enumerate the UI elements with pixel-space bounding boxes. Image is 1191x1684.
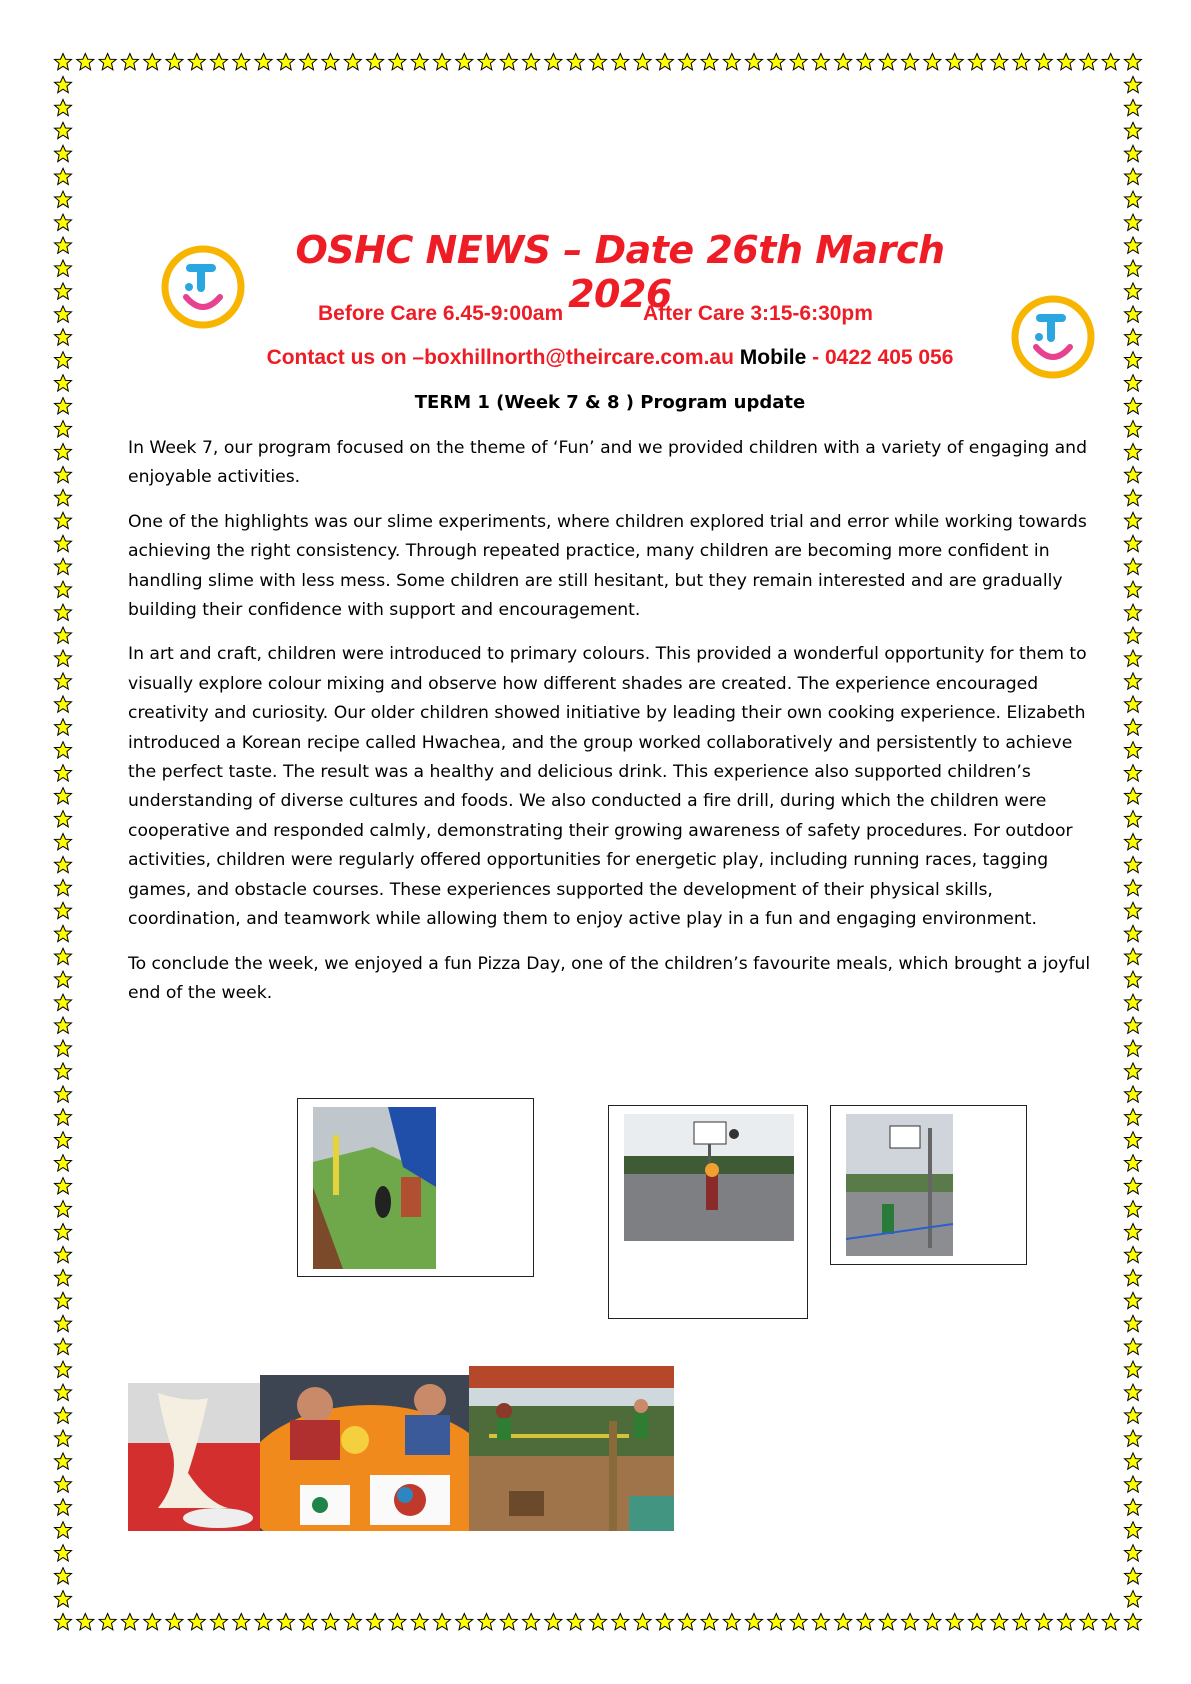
border-star-icon: [55, 1430, 72, 1446]
border-star-icon: [1125, 650, 1142, 666]
border-star-icon: [1125, 535, 1142, 551]
border-star-icon: [1125, 1109, 1142, 1125]
border-star-icon: [55, 1476, 72, 1492]
border-star-icon: [1125, 1246, 1142, 1262]
newsletter-title: OSHC NEWS – Date 26th March 2026: [295, 228, 945, 316]
photo-frame-basketball-1: [608, 1105, 808, 1319]
border-star-icon: [701, 54, 718, 70]
border-star-icon: [946, 1614, 963, 1630]
border-star-icon: [55, 1361, 72, 1377]
border-star-icon: [55, 260, 72, 276]
border-star-icon: [55, 719, 72, 735]
border-star-icon: [1125, 811, 1142, 827]
border-star-icon: [1125, 1384, 1142, 1400]
border-star-icon: [567, 1614, 584, 1630]
border-star-icon: [500, 54, 517, 70]
border-star-icon: [55, 673, 72, 689]
border-star-icon: [1125, 856, 1142, 872]
border-star-icon: [55, 466, 72, 482]
border-star-icon: [55, 76, 72, 92]
border-star-icon: [55, 99, 72, 115]
border-star-icon: [55, 1384, 72, 1400]
border-star-icon: [1125, 191, 1142, 207]
border-star-icon: [188, 54, 205, 70]
border-star-icon: [1125, 260, 1142, 276]
border-star-icon: [55, 535, 72, 551]
border-star-icon: [1125, 994, 1142, 1010]
border-star-icon: [255, 54, 272, 70]
border-star-icon: [55, 879, 72, 895]
border-star-icon: [812, 54, 829, 70]
border-star-icon: [55, 788, 72, 804]
border-star-icon: [857, 54, 874, 70]
border-star-icon: [946, 54, 963, 70]
border-star-icon: [1125, 1453, 1142, 1469]
border-star-icon: [879, 1614, 896, 1630]
border-star-icon: [55, 627, 72, 643]
border-star-icon: [55, 1407, 72, 1423]
border-star-icon: [1125, 971, 1142, 987]
border-star-icon: [166, 54, 183, 70]
border-star-icon: [1125, 558, 1142, 574]
border-star-icon: [55, 352, 72, 368]
paragraph-conclusion: To conclude the week, we enjoyed a fun Pizza Day, one of the children’s favourite meals, which brought a joyful end of the week.: [128, 953, 1091, 1003]
border-star-icon: [55, 168, 72, 184]
border-star-icon: [1125, 673, 1142, 689]
before-care-hours: Before Care 6.45-9:00am: [318, 302, 564, 325]
border-star-icon: [55, 1499, 72, 1515]
mobile-number: - 0422 405 056: [806, 346, 954, 369]
border-star-icon: [723, 54, 740, 70]
border-star-icon: [233, 54, 250, 70]
border-star-icon: [969, 1614, 986, 1630]
border-star-icon: [55, 214, 72, 230]
border-star-icon: [411, 1614, 428, 1630]
border-star-icon: [55, 1246, 72, 1262]
mobile-label: Mobile: [739, 346, 807, 369]
border-star-icon: [55, 237, 72, 253]
border-star-icon: [1125, 352, 1142, 368]
border-star-icon: [144, 1614, 161, 1630]
border-star-icon: [55, 856, 72, 872]
border-star-icon: [344, 1614, 361, 1630]
border-star-icon: [768, 1614, 785, 1630]
border-star-icon: [121, 1614, 138, 1630]
border-star-icon: [567, 54, 584, 70]
border-star-icon: [1125, 1132, 1142, 1148]
border-star-icon: [812, 1614, 829, 1630]
border-star-icon: [590, 1614, 607, 1630]
border-star-icon: [55, 1591, 72, 1607]
border-star-icon: [55, 512, 72, 528]
border-star-icon: [389, 54, 406, 70]
border-star-icon: [879, 54, 896, 70]
border-star-icon: [411, 54, 428, 70]
theircare-logo-icon: [158, 242, 248, 332]
border-star-icon: [55, 834, 72, 850]
border-star-icon: [55, 1545, 72, 1561]
basketball-hoop-photo: [846, 1114, 953, 1256]
contact-email[interactable]: boxhillnorth@theircare.com.au: [424, 346, 734, 369]
border-star-icon: [55, 54, 72, 70]
border-star-icon: [500, 1614, 517, 1630]
photo-frame-garden: [297, 1098, 534, 1277]
border-star-icon: [1125, 1224, 1142, 1240]
border-star-icon: [1058, 1614, 1075, 1630]
border-star-icon: [456, 54, 473, 70]
border-star-icon: [99, 54, 116, 70]
border-star-icon: [166, 1614, 183, 1630]
border-star-icon: [1125, 1338, 1142, 1354]
border-star-icon: [434, 1614, 451, 1630]
border-star-icon: [55, 1109, 72, 1125]
border-star-icon: [835, 54, 852, 70]
border-star-icon: [55, 811, 72, 827]
border-star-icon: [1035, 1614, 1052, 1630]
border-star-icon: [55, 306, 72, 322]
border-star-icon: [612, 1614, 629, 1630]
border-star-icon: [300, 1614, 317, 1630]
border-star-icon: [1125, 489, 1142, 505]
border-star-icon: [55, 696, 72, 712]
border-star-icon: [55, 765, 72, 781]
border-star-icon: [746, 54, 763, 70]
border-star-icon: [1125, 1155, 1142, 1171]
border-star-icon: [1125, 879, 1142, 895]
border-star-icon: [1125, 466, 1142, 482]
border-star-icon: [679, 1614, 696, 1630]
border-star-icon: [634, 1614, 651, 1630]
border-star-icon: [1125, 398, 1142, 414]
border-star-icon: [835, 1614, 852, 1630]
border-star-icon: [1058, 54, 1075, 70]
border-star-icon: [1125, 329, 1142, 345]
border-star-icon: [1102, 54, 1119, 70]
border-star-icon: [1080, 54, 1097, 70]
border-star-icon: [55, 375, 72, 391]
border-star-icon: [55, 604, 72, 620]
border-star-icon: [55, 650, 72, 666]
border-star-icon: [1125, 581, 1142, 597]
border-star-icon: [211, 1614, 228, 1630]
border-star-icon: [1125, 237, 1142, 253]
border-star-icon: [1125, 1017, 1142, 1033]
border-star-icon: [55, 1063, 72, 1079]
border-star-icon: [1125, 1499, 1142, 1515]
border-star-icon: [277, 1614, 294, 1630]
border-star-icon: [55, 581, 72, 597]
border-star-icon: [1125, 1430, 1142, 1446]
border-star-icon: [55, 971, 72, 987]
contact-line: [200, 346, 1020, 370]
border-star-icon: [55, 1338, 72, 1354]
border-star-icon: [991, 54, 1008, 70]
border-star-icon: [1125, 788, 1142, 804]
border-star-icon: [1125, 375, 1142, 391]
border-star-icon: [545, 54, 562, 70]
border-star-icon: [344, 54, 361, 70]
border-star-icon: [1125, 834, 1142, 850]
border-star-icon: [1125, 948, 1142, 964]
border-star-icon: [55, 1017, 72, 1033]
border-star-icon: [77, 1614, 94, 1630]
border-star-icon: [1125, 902, 1142, 918]
border-star-icon: [902, 1614, 919, 1630]
border-star-icon: [1125, 145, 1142, 161]
border-star-icon: [77, 54, 94, 70]
border-star-icon: [55, 283, 72, 299]
border-star-icon: [1125, 283, 1142, 299]
border-star-icon: [434, 54, 451, 70]
border-star-icon: [1125, 1614, 1142, 1630]
border-star-icon: [1125, 1201, 1142, 1217]
border-star-icon: [55, 398, 72, 414]
border-star-icon: [1125, 1568, 1142, 1584]
border-star-icon: [55, 421, 72, 437]
border-star-icon: [1080, 1614, 1097, 1630]
border-star-icon: [55, 558, 72, 574]
border-star-icon: [55, 1155, 72, 1171]
border-star-icon: [55, 1178, 72, 1194]
border-star-icon: [55, 1224, 72, 1240]
border-star-icon: [55, 1040, 72, 1056]
border-star-icon: [656, 54, 673, 70]
border-star-icon: [121, 54, 138, 70]
border-star-icon: [902, 54, 919, 70]
border-star-icon: [701, 1614, 718, 1630]
basketball-shooting-photo: [624, 1114, 794, 1241]
border-star-icon: [55, 1201, 72, 1217]
border-star-icon: [1125, 1040, 1142, 1056]
border-star-icon: [590, 54, 607, 70]
border-star-icon: [746, 1614, 763, 1630]
border-star-icon: [1125, 1292, 1142, 1308]
border-star-icon: [55, 925, 72, 941]
border-star-icon: [1013, 54, 1030, 70]
border-star-icon: [1125, 168, 1142, 184]
border-star-icon: [1125, 742, 1142, 758]
border-star-icon: [233, 1614, 250, 1630]
border-star-icon: [857, 1614, 874, 1630]
border-star-icon: [969, 54, 986, 70]
garden-play-photo: [313, 1107, 436, 1269]
border-star-icon: [55, 1269, 72, 1285]
border-star-icon: [768, 54, 785, 70]
border-star-icon: [55, 994, 72, 1010]
border-star-icon: [55, 1568, 72, 1584]
border-star-icon: [790, 1614, 807, 1630]
border-star-icon: [1125, 925, 1142, 941]
border-star-icon: [1125, 765, 1142, 781]
border-star-icon: [1013, 1614, 1030, 1630]
border-star-icon: [1125, 627, 1142, 643]
border-star-icon: [99, 1614, 116, 1630]
border-star-icon: [1125, 214, 1142, 230]
paragraph-activities: In art and craft, children were introduced to primary colours. This provided a wonderful opportunity for them to visually explore colour mixing and observe how different shades are created. The experience encouraged creativity and curiosity. Our older children showed initiative by leading their own cooking experience. Elizabeth introduced a Korean recipe called Hwachea, and the group worked collaboratively and persistently to achieve the perfect taste. The result was a healthy and delicious drink. This experience also supported children’s understanding of diverse cultures and foods. We also conducted a fire drill, during which the children were cooperative and responded calmly, demonstrating their growing awareness of safety procedures. For outdoor activities, children were regularly offered opportunities for energetic play, including running races, tagging games, and obstacle courses. These experiences supported the development of their physical skills, coordination, and teamwork while allowing them to enjoy active play in a fun and engaging environment.: [128, 644, 1087, 930]
border-star-icon: [456, 1614, 473, 1630]
border-star-icon: [55, 1522, 72, 1538]
border-star-icon: [1125, 696, 1142, 712]
border-star-icon: [389, 1614, 406, 1630]
border-star-icon: [634, 54, 651, 70]
border-star-icon: [55, 1453, 72, 1469]
border-star-icon: [723, 1614, 740, 1630]
border-star-icon: [367, 54, 384, 70]
border-star-icon: [55, 1086, 72, 1102]
border-star-icon: [55, 902, 72, 918]
border-star-icon: [1035, 54, 1052, 70]
border-star-icon: [322, 1614, 339, 1630]
border-star-icon: [55, 329, 72, 345]
border-star-icon: [523, 1614, 540, 1630]
border-star-icon: [790, 54, 807, 70]
border-star-icon: [55, 122, 72, 138]
border-star-icon: [1125, 421, 1142, 437]
term-heading: TERM 1 (Week 7 & 8 ) Program update: [414, 392, 806, 413]
border-star-icon: [1125, 1591, 1142, 1607]
border-star-icon: [277, 54, 294, 70]
program-update-body: [128, 434, 1103, 1023]
border-star-icon: [924, 54, 941, 70]
outdoor-playground-photo: [469, 1366, 674, 1531]
border-star-icon: [478, 1614, 495, 1630]
border-star-icon: [211, 54, 228, 70]
border-star-icon: [1125, 54, 1142, 70]
border-star-icon: [1125, 1361, 1142, 1377]
border-star-icon: [55, 1614, 72, 1630]
theircare-logo-icon: [1008, 292, 1098, 382]
border-star-icon: [55, 191, 72, 207]
paragraph-slime: One of the highlights was our slime experiments, where children explored trial and error while working towards achieving the right consistency. Through repeated practice, many children are becoming more confident in handling slime with less mess. Some children are still hesitant, but they remain interested and are gradually building their confidence with support and encouragement.: [128, 511, 1087, 621]
border-star-icon: [1125, 604, 1142, 620]
border-star-icon: [1102, 1614, 1119, 1630]
border-star-icon: [367, 1614, 384, 1630]
slime-experiment-photo: [128, 1383, 260, 1531]
art-craft-photo: [260, 1375, 469, 1531]
border-star-icon: [1125, 1522, 1142, 1538]
border-star-icon: [55, 948, 72, 964]
border-star-icon: [144, 54, 161, 70]
border-star-icon: [322, 54, 339, 70]
border-star-icon: [188, 1614, 205, 1630]
border-star-icon: [523, 54, 540, 70]
border-star-icon: [1125, 1086, 1142, 1102]
border-star-icon: [545, 1614, 562, 1630]
border-star-icon: [612, 54, 629, 70]
border-star-icon: [1125, 1476, 1142, 1492]
border-star-icon: [55, 145, 72, 161]
border-star-icon: [1125, 719, 1142, 735]
border-star-icon: [55, 1292, 72, 1308]
border-star-icon: [55, 489, 72, 505]
border-star-icon: [478, 54, 495, 70]
border-star-icon: [656, 1614, 673, 1630]
border-star-icon: [1125, 1407, 1142, 1423]
border-star-icon: [255, 1614, 272, 1630]
border-star-icon: [1125, 1178, 1142, 1194]
border-star-icon: [1125, 1269, 1142, 1285]
border-star-icon: [1125, 512, 1142, 528]
paragraph-intro: In Week 7, our program focused on the theme of ‘Fun’ and we provided children with a variety of engaging and enjoyable activities.: [128, 438, 1087, 488]
contact-prefix: Contact us on –: [266, 346, 425, 369]
border-star-icon: [1125, 444, 1142, 460]
border-star-icon: [991, 1614, 1008, 1630]
border-star-icon: [1125, 76, 1142, 92]
border-star-icon: [1125, 1545, 1142, 1561]
border-star-icon: [1125, 306, 1142, 322]
border-star-icon: [1125, 1063, 1142, 1079]
border-star-icon: [924, 1614, 941, 1630]
border-star-icon: [300, 54, 317, 70]
border-star-icon: [679, 54, 696, 70]
after-care-hours: After Care 3:15-6:30pm: [643, 302, 873, 325]
border-star-icon: [55, 444, 72, 460]
border-star-icon: [1125, 1315, 1142, 1331]
photo-frame-basketball-2: [830, 1105, 1027, 1265]
border-star-icon: [55, 1315, 72, 1331]
border-star-icon: [1125, 122, 1142, 138]
border-star-icon: [55, 742, 72, 758]
border-star-icon: [1125, 99, 1142, 115]
border-star-icon: [55, 1132, 72, 1148]
